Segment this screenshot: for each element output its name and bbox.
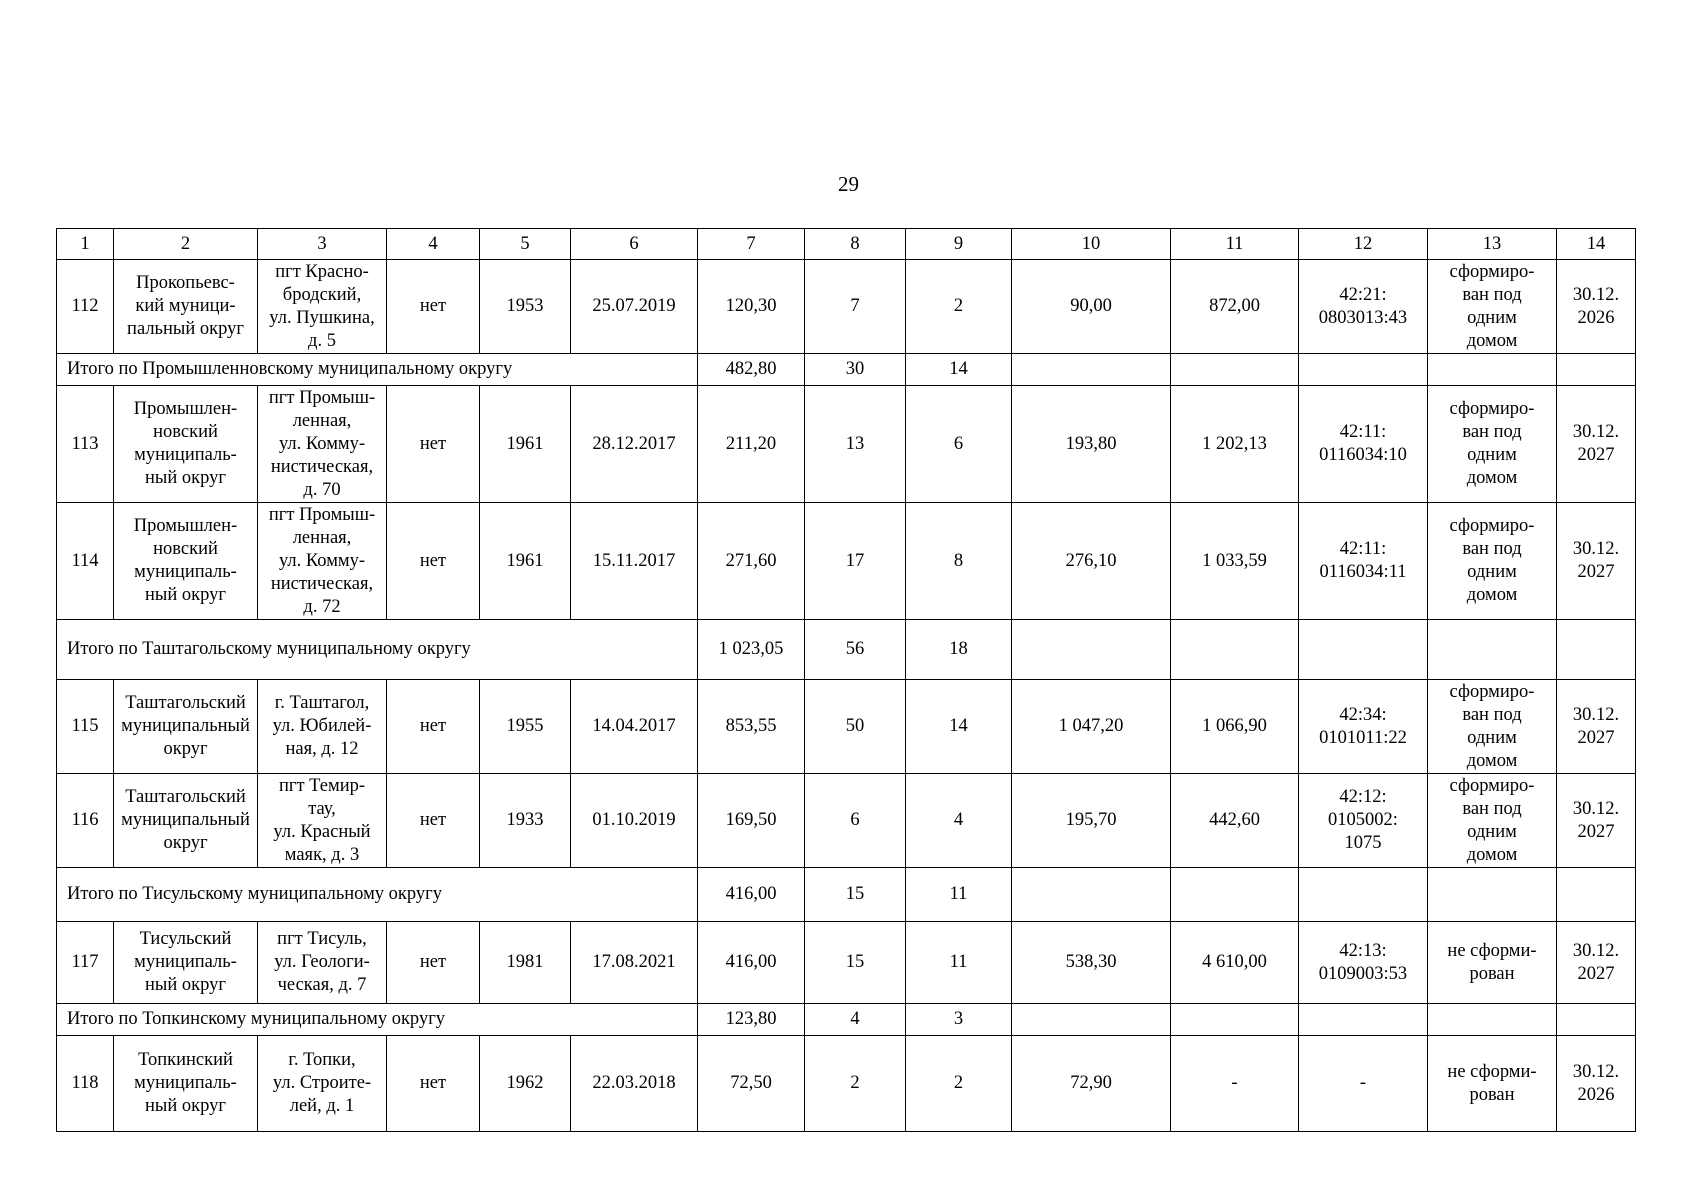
emergency-flag-cell: нет bbox=[387, 260, 480, 354]
emergency-flag-cell: нет bbox=[387, 1036, 480, 1132]
empty-cell bbox=[1557, 868, 1636, 922]
table-row bbox=[57, 680, 1636, 774]
address-cell: пгт Промыш- ленная, ул. Комму- нистическая, д. 70 bbox=[258, 386, 387, 503]
build-year-cell: 1962 bbox=[480, 1036, 571, 1132]
area-cell: 72,50 bbox=[698, 1036, 805, 1132]
cadastral-value-cell: - bbox=[1171, 1036, 1299, 1132]
land-status-cell: сформиро- ван под одним домом bbox=[1428, 386, 1557, 503]
row-number-cell: 112 bbox=[57, 260, 114, 354]
cadastral-number-cell: 42:34: 0101011:22 bbox=[1299, 680, 1428, 774]
column-number: 4 bbox=[387, 229, 480, 260]
table-row bbox=[57, 386, 1636, 503]
municipality-cell: Таштагольский муниципальный округ bbox=[114, 774, 258, 868]
column-number: 12 bbox=[1299, 229, 1428, 260]
land-area-cell: 193,80 bbox=[1012, 386, 1171, 503]
empty-cell bbox=[1428, 1004, 1557, 1036]
residents-cell: 15 bbox=[805, 922, 906, 1004]
empty-cell bbox=[1012, 354, 1171, 386]
empty-cell bbox=[1428, 354, 1557, 386]
empty-cell bbox=[1557, 1004, 1636, 1036]
subtotal-value: 11 bbox=[906, 868, 1012, 922]
cadastral-value-cell: 1 033,59 bbox=[1171, 503, 1299, 620]
cadastral-number-cell: 42:12: 0105002: 1075 bbox=[1299, 774, 1428, 868]
empty-cell bbox=[1299, 620, 1428, 680]
recognition-date-cell: 15.11.2017 bbox=[571, 503, 698, 620]
residents-cell: 6 bbox=[805, 774, 906, 868]
build-year-cell: 1981 bbox=[480, 922, 571, 1004]
table-row bbox=[57, 922, 1636, 1004]
cadastral-value-cell: 1 202,13 bbox=[1171, 386, 1299, 503]
empty-cell bbox=[1428, 868, 1557, 922]
subtotal-value: 30 bbox=[805, 354, 906, 386]
row-number-cell: 115 bbox=[57, 680, 114, 774]
premises-cell: 14 bbox=[906, 680, 1012, 774]
premises-cell: 2 bbox=[906, 260, 1012, 354]
table-row bbox=[57, 503, 1636, 620]
cadastral-value-cell: 4 610,00 bbox=[1171, 922, 1299, 1004]
relocation-deadline-cell: 30.12. 2027 bbox=[1557, 922, 1636, 1004]
column-number: 2 bbox=[114, 229, 258, 260]
land-status-cell: сформиро- ван под одним домом bbox=[1428, 774, 1557, 868]
table-row bbox=[57, 260, 1636, 354]
empty-cell bbox=[1012, 1004, 1171, 1036]
subtotal-value: 3 bbox=[906, 1004, 1012, 1036]
subtotal-value: 416,00 bbox=[698, 868, 805, 922]
cadastral-value-cell: 872,00 bbox=[1171, 260, 1299, 354]
emergency-flag-cell: нет bbox=[387, 922, 480, 1004]
empty-cell bbox=[1012, 620, 1171, 680]
land-status-cell: не сформи- рован bbox=[1428, 1036, 1557, 1132]
cadastral-number-cell: 42:11: 0116034:10 bbox=[1299, 386, 1428, 503]
empty-cell bbox=[1299, 868, 1428, 922]
relocation-deadline-cell: 30.12. 2026 bbox=[1557, 260, 1636, 354]
land-area-cell: 195,70 bbox=[1012, 774, 1171, 868]
emergency-flag-cell: нет bbox=[387, 774, 480, 868]
column-number: 3 bbox=[258, 229, 387, 260]
emergency-flag-cell: нет bbox=[387, 680, 480, 774]
subtotal-value: 56 bbox=[805, 620, 906, 680]
subtotal-value: 123,80 bbox=[698, 1004, 805, 1036]
municipality-cell: Тисульский муниципаль- ный округ bbox=[114, 922, 258, 1004]
column-number: 7 bbox=[698, 229, 805, 260]
recognition-date-cell: 28.12.2017 bbox=[571, 386, 698, 503]
subtotal-value: 14 bbox=[906, 354, 1012, 386]
premises-cell: 11 bbox=[906, 922, 1012, 1004]
empty-cell bbox=[1171, 1004, 1299, 1036]
land-area-cell: 90,00 bbox=[1012, 260, 1171, 354]
area-cell: 169,50 bbox=[698, 774, 805, 868]
column-number: 13 bbox=[1428, 229, 1557, 260]
land-status-cell: сформиро- ван под одним домом bbox=[1428, 503, 1557, 620]
table-row bbox=[57, 1036, 1636, 1132]
build-year-cell: 1953 bbox=[480, 260, 571, 354]
address-cell: пгт Красно- бродский, ул. Пушкина, д. 5 bbox=[258, 260, 387, 354]
land-status-cell: сформиро- ван под одним домом bbox=[1428, 260, 1557, 354]
premises-cell: 2 bbox=[906, 1036, 1012, 1132]
subtotal-label: Итого по Тисульскому муниципальному округу bbox=[57, 868, 698, 922]
subtotal-label: Итого по Таштагольскому муниципальному округу bbox=[57, 620, 698, 680]
build-year-cell: 1933 bbox=[480, 774, 571, 868]
column-number: 5 bbox=[480, 229, 571, 260]
residents-cell: 50 bbox=[805, 680, 906, 774]
build-year-cell: 1961 bbox=[480, 503, 571, 620]
land-status-cell: сформиро- ван под одним домом bbox=[1428, 680, 1557, 774]
column-number: 8 bbox=[805, 229, 906, 260]
cadastral-number-cell: 42:11: 0116034:11 bbox=[1299, 503, 1428, 620]
residents-cell: 17 bbox=[805, 503, 906, 620]
row-number-cell: 114 bbox=[57, 503, 114, 620]
row-number-cell: 117 bbox=[57, 922, 114, 1004]
subtotal-value: 15 bbox=[805, 868, 906, 922]
residents-cell: 13 bbox=[805, 386, 906, 503]
land-status-cell: не сформи- рован bbox=[1428, 922, 1557, 1004]
relocation-deadline-cell: 30.12. 2027 bbox=[1557, 680, 1636, 774]
empty-cell bbox=[1171, 354, 1299, 386]
cadastral-value-cell: 1 066,90 bbox=[1171, 680, 1299, 774]
area-cell: 120,30 bbox=[698, 260, 805, 354]
cadastral-value-cell: 442,60 bbox=[1171, 774, 1299, 868]
land-area-cell: 72,90 bbox=[1012, 1036, 1171, 1132]
subtotal-value: 18 bbox=[906, 620, 1012, 680]
land-area-cell: 538,30 bbox=[1012, 922, 1171, 1004]
column-number: 11 bbox=[1171, 229, 1299, 260]
row-number-cell: 113 bbox=[57, 386, 114, 503]
page-number: 29 bbox=[838, 172, 859, 196]
empty-cell bbox=[1557, 620, 1636, 680]
area-cell: 271,60 bbox=[698, 503, 805, 620]
address-cell: пгт Тисуль, ул. Геологи- ческая, д. 7 bbox=[258, 922, 387, 1004]
subtotal-row bbox=[57, 620, 1636, 680]
cadastral-number-cell: - bbox=[1299, 1036, 1428, 1132]
recognition-date-cell: 14.04.2017 bbox=[571, 680, 698, 774]
column-number: 9 bbox=[906, 229, 1012, 260]
empty-cell bbox=[1557, 354, 1636, 386]
relocation-deadline-cell: 30.12. 2027 bbox=[1557, 386, 1636, 503]
column-number: 14 bbox=[1557, 229, 1636, 260]
relocation-deadline-cell: 30.12. 2026 bbox=[1557, 1036, 1636, 1132]
build-year-cell: 1955 bbox=[480, 680, 571, 774]
table-row bbox=[57, 774, 1636, 868]
area-cell: 853,55 bbox=[698, 680, 805, 774]
emergency-flag-cell: нет bbox=[387, 503, 480, 620]
area-cell: 211,20 bbox=[698, 386, 805, 503]
subtotal-row bbox=[57, 868, 1636, 922]
land-area-cell: 1 047,20 bbox=[1012, 680, 1171, 774]
subtotal-row bbox=[57, 354, 1636, 386]
column-number: 1 bbox=[57, 229, 114, 260]
relocation-deadline-cell: 30.12. 2027 bbox=[1557, 503, 1636, 620]
empty-cell bbox=[1299, 1004, 1428, 1036]
row-number-cell: 116 bbox=[57, 774, 114, 868]
cadastral-number-cell: 42:13: 0109003:53 bbox=[1299, 922, 1428, 1004]
emergency-flag-cell: нет bbox=[387, 386, 480, 503]
recognition-date-cell: 17.08.2021 bbox=[571, 922, 698, 1004]
municipality-cell: Промышлен- новский муниципаль- ный округ bbox=[114, 503, 258, 620]
address-cell: г. Таштагол, ул. Юбилей- ная, д. 12 bbox=[258, 680, 387, 774]
subtotal-label: Итого по Промышленновскому муниципальному округу bbox=[57, 354, 698, 386]
municipality-cell: Таштагольский муниципальный округ bbox=[114, 680, 258, 774]
empty-cell bbox=[1299, 354, 1428, 386]
empty-cell bbox=[1428, 620, 1557, 680]
column-number: 6 bbox=[571, 229, 698, 260]
subtotal-value: 482,80 bbox=[698, 354, 805, 386]
empty-cell bbox=[1171, 620, 1299, 680]
build-year-cell: 1961 bbox=[480, 386, 571, 503]
subtotal-label: Итого по Топкинскому муниципальному округу bbox=[57, 1004, 698, 1036]
premises-cell: 4 bbox=[906, 774, 1012, 868]
address-cell: г. Топки, ул. Строите- лей, д. 1 bbox=[258, 1036, 387, 1132]
municipality-cell: Прокопьевс- кий муници- пальный округ bbox=[114, 260, 258, 354]
land-area-cell: 276,10 bbox=[1012, 503, 1171, 620]
residents-cell: 7 bbox=[805, 260, 906, 354]
subtotal-value: 1 023,05 bbox=[698, 620, 805, 680]
recognition-date-cell: 25.07.2019 bbox=[571, 260, 698, 354]
column-number-row bbox=[57, 229, 1636, 260]
row-number-cell: 118 bbox=[57, 1036, 114, 1132]
recognition-date-cell: 22.03.2018 bbox=[571, 1036, 698, 1132]
column-number: 10 bbox=[1012, 229, 1171, 260]
address-cell: пгт Темир- тау, ул. Красный маяк, д. 3 bbox=[258, 774, 387, 868]
subtotal-row bbox=[57, 1004, 1636, 1036]
cadastral-number-cell: 42:21: 0803013:43 bbox=[1299, 260, 1428, 354]
municipality-cell: Промышлен- новский муниципаль- ный округ bbox=[114, 386, 258, 503]
premises-cell: 6 bbox=[906, 386, 1012, 503]
empty-cell bbox=[1012, 868, 1171, 922]
area-cell: 416,00 bbox=[698, 922, 805, 1004]
subtotal-value: 4 bbox=[805, 1004, 906, 1036]
address-cell: пгт Промыш- ленная, ул. Комму- нистическая, д. 72 bbox=[258, 503, 387, 620]
empty-cell bbox=[1171, 868, 1299, 922]
premises-cell: 8 bbox=[906, 503, 1012, 620]
residents-cell: 2 bbox=[805, 1036, 906, 1132]
relocation-deadline-cell: 30.12. 2027 bbox=[1557, 774, 1636, 868]
recognition-date-cell: 01.10.2019 bbox=[571, 774, 698, 868]
municipality-cell: Топкинский муниципаль- ный округ bbox=[114, 1036, 258, 1132]
housing-registry-table bbox=[56, 228, 1636, 1132]
